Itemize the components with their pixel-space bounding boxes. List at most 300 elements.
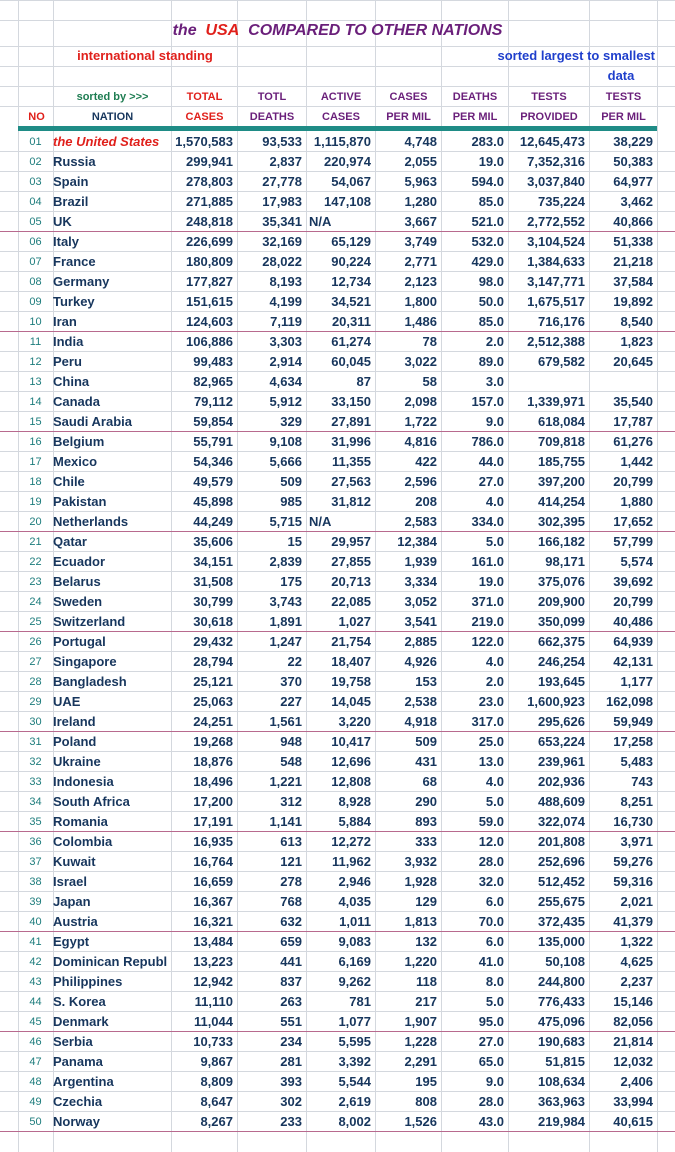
cell-tests-per-mil: 3,462 <box>620 194 653 209</box>
cell-nation: Belgium <box>53 434 105 449</box>
table-row <box>0 992 675 1012</box>
cell-total-deaths: 659 <box>280 934 302 949</box>
sorted-by-label: sorted by >>> <box>76 91 149 103</box>
cell-tests-provided: 98,171 <box>545 554 585 569</box>
cell-deaths-per-mil: 6.0 <box>485 934 504 949</box>
cell-total-deaths: 175 <box>280 574 302 589</box>
cell-no: 45 <box>29 1016 42 1028</box>
cell-tests-per-mil: 2,021 <box>620 894 653 909</box>
cell-no: 11 <box>29 336 42 348</box>
cell-total-deaths: 441 <box>280 954 302 969</box>
cell-total-cases: 25,121 <box>193 674 233 689</box>
table-row <box>0 492 675 512</box>
cell-nation: Singapore <box>53 654 117 669</box>
cell-active-cases: 65,129 <box>331 234 371 249</box>
cell-nation: Philippines <box>53 974 123 989</box>
cell-nation: Czechia <box>53 1094 103 1109</box>
table-row <box>0 872 675 892</box>
cell-total-deaths: 32,169 <box>262 234 302 249</box>
cell-deaths-per-mil: 3.0 <box>485 374 504 389</box>
cell-tests-provided: 255,675 <box>538 894 585 909</box>
table-row <box>0 252 675 272</box>
cell-deaths-per-mil: 4.0 <box>485 654 504 669</box>
cell-nation: Sweden <box>53 594 103 609</box>
cell-total-cases: 8,647 <box>200 1094 233 1109</box>
cell-no: 34 <box>29 796 42 808</box>
cell-tests-provided: 1,384,633 <box>527 254 585 269</box>
cell-nation: Canada <box>53 394 100 409</box>
cell-no: 24 <box>29 596 42 608</box>
cell-total-deaths: 35,341 <box>262 214 302 229</box>
cell-deaths-per-mil: 65.0 <box>478 1054 504 1069</box>
cell-nation: Kuwait <box>53 854 96 869</box>
cell-cases-per-mil: 1,907 <box>404 1014 437 1029</box>
cell-total-deaths: 551 <box>280 1014 302 1029</box>
cell-no: 30 <box>29 716 42 728</box>
cell-tests-per-mil: 35,540 <box>613 394 653 409</box>
cell-tests-per-mil: 19,892 <box>613 294 653 309</box>
header-totl-top: TOTL <box>257 91 287 103</box>
cell-deaths-per-mil: 89.0 <box>478 354 504 369</box>
cell-total-cases: 1,570,583 <box>175 134 233 149</box>
cell-total-cases: 271,885 <box>186 194 233 209</box>
cell-tests-per-mil: 64,939 <box>613 634 653 649</box>
cell-total-deaths: 93,533 <box>262 134 302 149</box>
cell-cases-per-mil: 1,486 <box>404 314 437 329</box>
table-row <box>0 712 675 732</box>
cell-deaths-per-mil: 2.0 <box>485 674 504 689</box>
cell-total-cases: 226,699 <box>186 234 233 249</box>
cell-tests-per-mil: 21,218 <box>613 254 653 269</box>
cell-deaths-per-mil: 371.0 <box>471 594 504 609</box>
cell-active-cases: 12,808 <box>331 774 371 789</box>
cell-tests-per-mil: 2,237 <box>620 974 653 989</box>
table-row <box>0 932 675 952</box>
cell-nation: Turkey <box>53 294 95 309</box>
cell-tests-per-mil: 5,574 <box>620 554 653 569</box>
cell-tests-per-mil: 1,880 <box>620 494 653 509</box>
table-row <box>0 272 675 292</box>
cell-tests-per-mil: 51,338 <box>613 234 653 249</box>
cell-total-cases: 9,867 <box>200 1054 233 1069</box>
cell-cases-per-mil: 2,583 <box>404 514 437 529</box>
cell-total-cases: 29,432 <box>193 634 233 649</box>
table-row <box>0 1112 675 1132</box>
cell-cases-per-mil: 1,722 <box>404 414 437 429</box>
cell-no: 01 <box>29 136 42 148</box>
cell-total-cases: 16,764 <box>193 854 233 869</box>
table-row <box>0 472 675 492</box>
cell-cases-per-mil: 217 <box>415 994 437 1009</box>
cell-deaths-per-mil: 5.0 <box>485 994 504 1009</box>
cell-active-cases: 5,544 <box>338 1074 371 1089</box>
cell-no: 32 <box>29 756 42 768</box>
cell-tests-provided: 12,645,473 <box>519 134 585 149</box>
cell-total-cases: 106,886 <box>186 334 233 349</box>
cell-deaths-per-mil: 85.0 <box>478 194 504 209</box>
cell-no: 04 <box>29 196 42 208</box>
table-row <box>0 972 675 992</box>
cell-nation: Colombia <box>53 834 113 849</box>
cell-nation: UK <box>53 214 72 229</box>
cell-deaths-per-mil: 594.0 <box>471 174 504 189</box>
cell-tests-per-mil: 3,971 <box>620 834 653 849</box>
cell-total-deaths: 263 <box>280 994 302 1009</box>
cell-tests-provided: 475,096 <box>538 1014 585 1029</box>
cell-total-deaths: 5,912 <box>269 394 302 409</box>
cell-cases-per-mil: 2,291 <box>404 1054 437 1069</box>
cell-cases-per-mil: 78 <box>422 334 437 349</box>
grid-hline <box>0 0 675 1</box>
cell-no: 22 <box>29 556 42 568</box>
cell-nation: Pakistan <box>53 494 107 509</box>
cell-no: 28 <box>29 676 42 688</box>
cell-nation: Ecuador <box>53 554 106 569</box>
header-testspm-top: TESTS <box>605 91 642 103</box>
cell-tests-provided: 679,582 <box>538 354 585 369</box>
table-row <box>0 812 675 832</box>
cell-deaths-per-mil: 5.0 <box>485 794 504 809</box>
cell-deaths-per-mil: 50.0 <box>478 294 504 309</box>
cell-total-cases: 55,791 <box>193 434 233 449</box>
cell-tests-per-mil: 8,540 <box>620 314 653 329</box>
cell-total-cases: 34,151 <box>193 554 233 569</box>
cell-deaths-per-mil: 19.0 <box>478 574 504 589</box>
header-no: NO <box>28 111 45 123</box>
cell-total-deaths: 234 <box>280 1034 302 1049</box>
cell-active-cases: 1,027 <box>338 614 371 629</box>
cell-deaths-per-mil: 8.0 <box>485 974 504 989</box>
table-row <box>0 552 675 572</box>
cell-total-deaths: 7,119 <box>270 314 302 329</box>
cell-total-deaths: 4,199 <box>269 294 302 309</box>
table-row <box>0 132 675 152</box>
cell-nation: Dominican Republ <box>53 954 168 969</box>
cell-no: 19 <box>29 496 42 508</box>
cell-tests-provided: 7,352,316 <box>527 154 585 169</box>
cell-nation: Argentina <box>53 1074 114 1089</box>
cell-tests-provided: 209,900 <box>538 594 585 609</box>
table-row <box>0 292 675 312</box>
cell-total-deaths: 22 <box>287 654 302 669</box>
cell-deaths-per-mil: 41.0 <box>478 954 504 969</box>
cell-tests-provided: 414,254 <box>538 494 585 509</box>
cell-deaths-per-mil: 98.0 <box>478 274 504 289</box>
table-row <box>0 792 675 812</box>
cell-total-deaths: 3,743 <box>269 594 302 609</box>
cell-active-cases: 61,274 <box>331 334 371 349</box>
cell-deaths-per-mil: 23.0 <box>478 694 504 709</box>
cell-total-deaths: 233 <box>280 1114 302 1129</box>
cell-deaths-per-mil: 157.0 <box>471 394 504 409</box>
cell-total-cases: 278,803 <box>186 174 233 189</box>
cell-active-cases: 27,855 <box>331 554 371 569</box>
table-row <box>0 612 675 632</box>
cell-tests-per-mil: 82,056 <box>613 1014 653 1029</box>
cell-no: 36 <box>29 836 42 848</box>
cell-tests-per-mil: 12,032 <box>613 1054 653 1069</box>
cell-tests-per-mil: 33,994 <box>613 1094 653 1109</box>
cell-nation: Italy <box>53 234 80 249</box>
cell-tests-provided: 3,037,840 <box>527 174 585 189</box>
cell-total-deaths: 17,983 <box>262 194 302 209</box>
cell-tests-provided: 735,224 <box>538 194 585 209</box>
cell-deaths-per-mil: 521.0 <box>471 214 504 229</box>
cell-nation: Panama <box>53 1054 103 1069</box>
cell-active-cases: 4,035 <box>338 894 371 909</box>
header-deaths-bottom: PER MIL <box>452 111 498 123</box>
cell-cases-per-mil: 333 <box>415 834 437 849</box>
cell-total-cases: 59,854 <box>193 414 233 429</box>
cell-tests-provided: 108,634 <box>538 1074 585 1089</box>
cell-nation: China <box>53 374 90 389</box>
cell-total-deaths: 1,891 <box>269 614 302 629</box>
header-nation: NATION <box>91 111 134 123</box>
cell-total-deaths: 121 <box>280 854 302 869</box>
cell-deaths-per-mil: 9.0 <box>485 414 504 429</box>
table-row <box>0 1052 675 1072</box>
cell-deaths-per-mil: 19.0 <box>478 154 504 169</box>
cell-tests-provided: 246,254 <box>538 654 585 669</box>
cell-cases-per-mil: 509 <box>415 734 437 749</box>
cell-total-deaths: 281 <box>280 1054 302 1069</box>
table-row <box>0 372 675 392</box>
cell-cases-per-mil: 4,816 <box>404 434 437 449</box>
cell-total-deaths: 2,914 <box>269 354 302 369</box>
cell-nation: India <box>53 334 84 349</box>
cell-total-cases: 17,200 <box>193 794 233 809</box>
cell-total-cases: 99,483 <box>193 354 233 369</box>
cell-no: 21 <box>29 536 42 548</box>
cell-nation: Indonesia <box>53 774 114 789</box>
cell-tests-provided: 185,755 <box>538 454 585 469</box>
cell-no: 12 <box>29 356 42 368</box>
cell-no: 15 <box>29 416 42 428</box>
cell-nation: Ireland <box>53 714 96 729</box>
cell-deaths-per-mil: 6.0 <box>485 894 504 909</box>
header-active-bottom: CASES <box>322 111 360 123</box>
cell-no: 41 <box>29 936 42 948</box>
cell-cases-per-mil: 58 <box>422 374 437 389</box>
table-row <box>0 1072 675 1092</box>
cell-active-cases: 31,996 <box>331 434 371 449</box>
cell-no: 07 <box>29 256 42 268</box>
cell-cases-per-mil: 2,596 <box>404 474 437 489</box>
cell-cases-per-mil: 431 <box>415 754 437 769</box>
title-part1: the <box>172 22 197 39</box>
cell-total-deaths: 3,303 <box>269 334 302 349</box>
cell-active-cases: 5,884 <box>338 814 371 829</box>
cell-tests-provided: 709,818 <box>538 434 585 449</box>
cell-nation: Russia <box>53 154 96 169</box>
cell-total-cases: 8,267 <box>200 1114 233 1129</box>
cell-tests-provided: 3,104,524 <box>527 234 585 249</box>
cell-cases-per-mil: 1,280 <box>404 194 437 209</box>
cell-no: 09 <box>29 296 42 308</box>
header-cases-top: CASES <box>389 91 428 103</box>
cell-tests-per-mil: 59,316 <box>613 874 653 889</box>
cell-total-cases: 177,827 <box>186 274 233 289</box>
cell-cases-per-mil: 422 <box>415 454 437 469</box>
cell-tests-provided: 219,984 <box>538 1114 585 1129</box>
table-row <box>0 512 675 532</box>
cell-tests-per-mil: 162,098 <box>606 694 653 709</box>
table-row <box>0 772 675 792</box>
cell-nation: the United States <box>53 134 160 149</box>
cell-active-cases: 21,754 <box>331 634 371 649</box>
cell-deaths-per-mil: 122.0 <box>471 634 504 649</box>
cell-nation: Spain <box>53 174 89 189</box>
cell-nation: Netherlands <box>53 514 129 529</box>
cell-tests-per-mil: 5,483 <box>620 754 653 769</box>
cell-cases-per-mil: 3,932 <box>404 854 437 869</box>
cell-total-cases: 18,876 <box>193 754 233 769</box>
cell-total-cases: 79,112 <box>193 394 233 409</box>
cell-cases-per-mil: 12,384 <box>397 534 437 549</box>
cell-cases-per-mil: 1,228 <box>404 1034 437 1049</box>
cell-cases-per-mil: 1,928 <box>404 874 437 889</box>
cell-cases-per-mil: 4,926 <box>404 654 437 669</box>
cell-total-deaths: 1,247 <box>269 634 302 649</box>
cell-total-cases: 124,603 <box>186 314 233 329</box>
cell-tests-per-mil: 21,814 <box>613 1034 653 1049</box>
cell-total-cases: 17,191 <box>193 814 233 829</box>
table-row <box>0 672 675 692</box>
cell-deaths-per-mil: 9.0 <box>485 1074 504 1089</box>
cell-deaths-per-mil: 59.0 <box>478 814 504 829</box>
cell-no: 38 <box>29 876 42 888</box>
cell-total-cases: 82,965 <box>193 374 233 389</box>
cell-no: 46 <box>29 1036 42 1048</box>
cell-nation: Serbia <box>53 1034 93 1049</box>
cell-active-cases: 12,696 <box>331 754 371 769</box>
cell-tests-per-mil: 42,131 <box>613 654 653 669</box>
cell-nation: Iran <box>53 314 77 329</box>
cell-no: 14 <box>29 396 42 408</box>
cell-active-cases: 60,045 <box>331 354 371 369</box>
cell-total-cases: 49,579 <box>193 474 233 489</box>
cell-no: 08 <box>29 276 42 288</box>
cell-tests-provided <box>508 372 589 392</box>
cell-total-deaths: 227 <box>280 694 302 709</box>
cell-deaths-per-mil: 13.0 <box>478 754 504 769</box>
cell-deaths-per-mil: 28.0 <box>478 1094 504 1109</box>
cell-active-cases: 11,355 <box>331 454 371 469</box>
header-tests-bottom: PROVIDED <box>520 111 578 123</box>
cell-cases-per-mil: 2,885 <box>404 634 437 649</box>
cell-cases-per-mil: 1,220 <box>404 954 437 969</box>
cell-active-cases: 18,407 <box>331 654 371 669</box>
cell-total-cases: 24,251 <box>193 714 233 729</box>
cell-active-cases: 9,083 <box>338 934 371 949</box>
cell-tests-per-mil: 17,258 <box>613 734 653 749</box>
cell-total-cases: 8,809 <box>200 1074 233 1089</box>
cell-cases-per-mil: 808 <box>415 1094 437 1109</box>
cell-active-cases: 27,563 <box>331 474 371 489</box>
cell-tests-provided: 1,600,923 <box>527 694 585 709</box>
cell-active-cases: 9,262 <box>338 974 371 989</box>
cell-tests-provided: 653,224 <box>538 734 585 749</box>
header-separator-bar <box>18 126 657 131</box>
cell-no: 13 <box>29 376 42 388</box>
subtitle-left: international standing <box>77 48 213 63</box>
cell-tests-provided: 776,433 <box>538 994 585 1009</box>
cell-active-cases: 2,619 <box>338 1094 371 1109</box>
cell-total-cases: 180,809 <box>186 254 233 269</box>
cell-total-deaths: 312 <box>280 794 302 809</box>
table-row <box>0 152 675 172</box>
cell-total-cases: 28,794 <box>193 654 233 669</box>
cell-tests-provided: 375,076 <box>538 574 585 589</box>
cell-total-deaths: 28,022 <box>262 254 302 269</box>
cell-no: 49 <box>29 1096 42 1108</box>
table-row <box>0 312 675 332</box>
cell-cases-per-mil: 129 <box>415 894 437 909</box>
cell-active-cases: N/A <box>309 514 332 529</box>
cell-active-cases: 2,946 <box>338 874 371 889</box>
cell-total-cases: 44,249 <box>193 514 233 529</box>
cell-tests-provided: 295,626 <box>538 714 585 729</box>
cell-tests-per-mil: 50,383 <box>613 154 653 169</box>
cell-total-cases: 16,935 <box>193 834 233 849</box>
cell-cases-per-mil: 208 <box>415 494 437 509</box>
cell-active-cases: 54,067 <box>331 174 371 189</box>
cell-deaths-per-mil: 85.0 <box>478 314 504 329</box>
cell-deaths-per-mil: 25.0 <box>478 734 504 749</box>
cell-deaths-per-mil: 283.0 <box>471 134 504 149</box>
cell-nation: Poland <box>53 734 97 749</box>
cell-deaths-per-mil: 334.0 <box>471 514 504 529</box>
cell-cases-per-mil: 68 <box>422 774 437 789</box>
cell-nation: UAE <box>53 694 81 709</box>
cell-nation: Saudi Arabia <box>53 414 132 429</box>
cell-active-cases: 220,974 <box>324 154 371 169</box>
cell-no: 43 <box>29 976 42 988</box>
cell-tests-per-mil: 17,787 <box>613 414 653 429</box>
cell-no: 33 <box>29 776 42 788</box>
cell-tests-per-mil: 40,866 <box>613 214 653 229</box>
cell-cases-per-mil: 2,098 <box>404 394 437 409</box>
table-row <box>0 532 675 552</box>
cell-no: 44 <box>29 996 42 1008</box>
cell-total-deaths: 2,837 <box>269 154 302 169</box>
cell-tests-provided: 322,074 <box>538 814 585 829</box>
cell-tests-per-mil: 16,730 <box>613 814 653 829</box>
cell-no: 16 <box>29 436 42 448</box>
cell-no: 26 <box>29 636 42 648</box>
cell-cases-per-mil: 1,800 <box>404 294 437 309</box>
cell-tests-provided: 1,339,971 <box>527 394 585 409</box>
cell-tests-provided: 363,963 <box>538 1094 585 1109</box>
cell-active-cases: 11,962 <box>331 854 371 869</box>
cell-total-deaths: 4,634 <box>269 374 302 389</box>
table-row <box>0 1092 675 1112</box>
cell-active-cases: 781 <box>349 994 371 1009</box>
cell-no: 23 <box>29 576 42 588</box>
cell-cases-per-mil: 153 <box>415 674 437 689</box>
cell-tests-provided: 201,808 <box>538 834 585 849</box>
cell-active-cases: 3,220 <box>338 714 371 729</box>
table-row <box>0 232 675 252</box>
cell-tests-per-mil: 61,276 <box>613 434 653 449</box>
cell-tests-per-mil: 57,799 <box>613 534 653 549</box>
cell-total-cases: 19,268 <box>193 734 233 749</box>
table-row <box>0 212 675 232</box>
cell-total-cases: 13,484 <box>193 934 233 949</box>
table-row <box>0 852 675 872</box>
cell-active-cases: 1,115,870 <box>313 134 371 149</box>
cell-deaths-per-mil: 532.0 <box>471 234 504 249</box>
